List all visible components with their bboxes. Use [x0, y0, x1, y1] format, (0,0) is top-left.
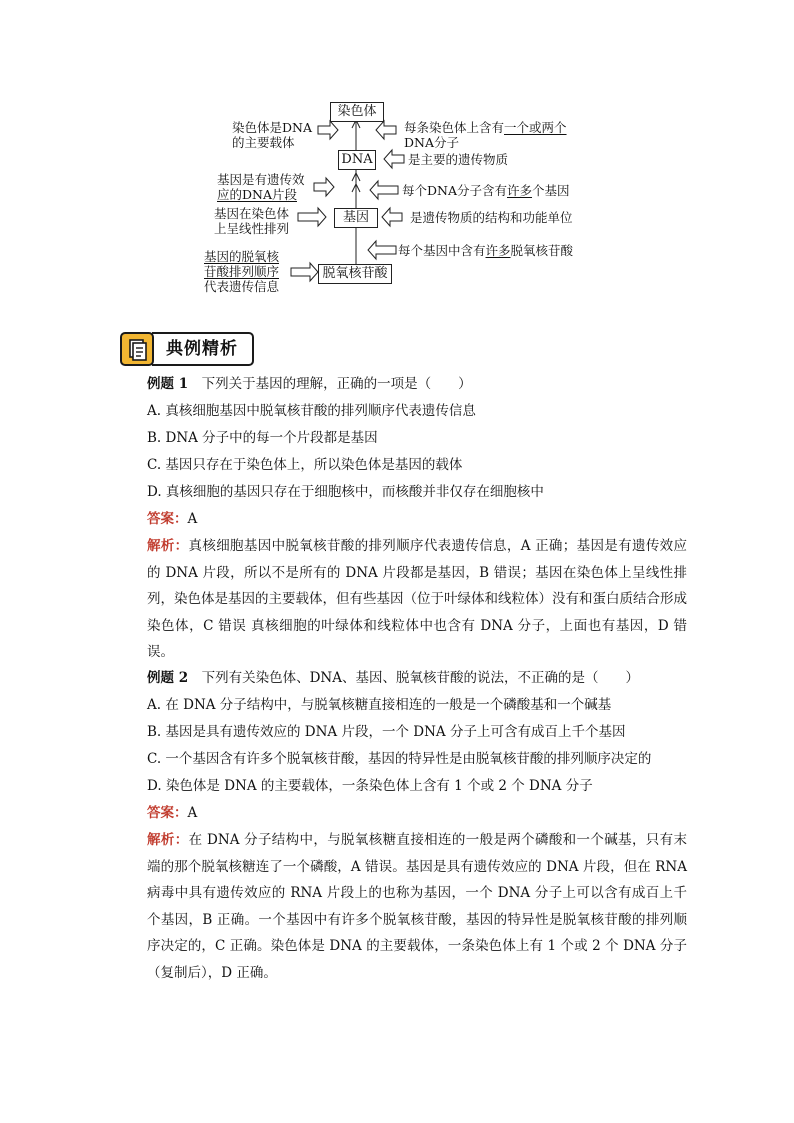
example2-option-a: A. 在 DNA 分子结构中，与脱氧核糖直接相连的一般是一个磷酸基和一个碱基: [147, 697, 612, 713]
right-label-3: 每个DNA分子含有许多个基因: [402, 183, 570, 198]
example1-answer: 答案：A: [147, 511, 198, 527]
example2-option-c: C. 一个基因含有许多个脱氧核苷酸，基因的特异性是由脱氧核苷酸的排列顺序决定的: [147, 751, 652, 767]
example1-title: 例题 1: [147, 376, 189, 392]
right-label-2: 是主要的遗传物质: [408, 152, 509, 167]
left-label-1: 染色体是DNA 的主要载体: [232, 120, 312, 150]
dna-box: DNA: [338, 150, 376, 170]
right-label-4: 是遗传物质的结构和功能单位: [410, 210, 573, 225]
example1-question: 例题 1 下列关于基因的理解，正确的一项是（ ）: [147, 376, 472, 392]
document-list-icon: [120, 332, 154, 366]
chromosome-box: 染色体: [330, 102, 384, 122]
left-label-4: 基因的脱氧核 苷酸排列顺序 代表遗传信息: [204, 249, 280, 294]
left-label-2: 基因是有遗传效 应的DNA片段: [217, 172, 305, 202]
right-label-5: 每个基因中含有许多脱氧核苷酸: [398, 243, 574, 258]
example2-option-b: B. 基因是具有遗传效应的 DNA 片段，一个 DNA 分子上可含有成百上千个基因: [147, 724, 626, 740]
example2-answer: 答案：A: [147, 805, 198, 821]
example2-analysis: 解析：在 DNA 分子结构中，与脱氧核糖直接相连的一般是两个磷酸和一个碱基，只有末端的那个脱氧核糖连了一个磷酸，A 错误。基因是具有遗传效应的 DNA 片段，但在 RNA 病毒中具有遗传效应的 RNA 片段上的也称为基因，一个 DNA 分子上可以含有成百上千个基因，B 正确。一个基因中有许多个脱氧核苷酸，基因的特异性是脱氧核苷酸的排列顺序决定的，C 正确。染色体是 DNA 的主要载体，一条染色体上有 1 个或 2 个 DNA 分子（复制后），D 正确。: [147, 832, 688, 981]
example2-question: 例题 2 下列有关染色体、DNA、基因、脱氧核苷酸的说法，不正确的是（ ）: [147, 670, 639, 686]
right-label-1: 每条染色体上含有一个或两个 DNA分子: [404, 120, 567, 150]
example2-option-d: D. 染色体是 DNA 的主要载体，一条染色体上含有 1 个或 2 个 DNA 分子: [147, 778, 593, 794]
example1-option-b: B. DNA 分子中的每一个片段都是基因: [147, 430, 378, 446]
right-arrows: [368, 121, 404, 259]
section-title: 典例精析: [152, 332, 254, 366]
nucleotide-box: 脱氧核苷酸: [318, 264, 392, 284]
example1-option-a: A. 真核细胞基因中脱氧核苷酸的排列顺序代表遗传信息: [147, 403, 476, 419]
left-label-3: 基因在染色体 上呈线性排列: [214, 206, 290, 236]
example1-option-c: C. 基因只存在于染色体上，所以染色体是基因的载体: [147, 457, 463, 473]
example2-title: 例题 2: [147, 670, 189, 686]
section-header: [120, 332, 254, 368]
example1-option-d: D. 真核细胞的基因只存在于细胞核中，而核酸并非仅存在细胞核中: [147, 484, 544, 500]
diagram-arrows: [0, 0, 794, 320]
gene-box: 基因: [334, 208, 378, 228]
example1-analysis: 解析：真核细胞基因中脱氧核苷酸的排列顺序代表遗传信息，A 正确；基因是有遗传效应的 DNA 片段，所以不是所有的 DNA 片段都是基因，B 错误；基因在染色体上呈线性排列，染色体是基因的主要载体，但有些基因（位于叶绿体和线粒体）没有和蛋白质结合形成染色体，C 错误 真核细胞的叶绿体和线粒体中也含有 DNA 分子，上面也有基因，D 错误。: [147, 538, 688, 660]
